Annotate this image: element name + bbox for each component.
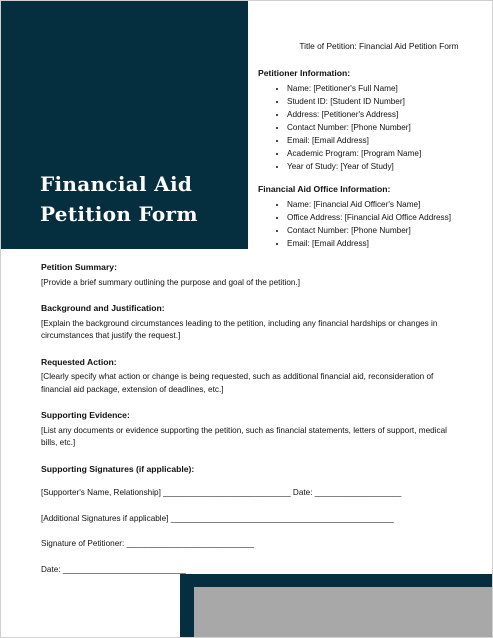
list-item: • Name: [Petitioner's Full Name] (287, 82, 490, 95)
list-item: • Academic Program: [Program Name] (287, 147, 490, 160)
office-heading: Financial Aid Office Information: (258, 184, 391, 194)
petitioner-list (258, 82, 490, 173)
signature-line: Date: ___________________________ (41, 564, 186, 574)
list-item: • Email: [Email Address] (287, 237, 490, 250)
background-text: [Explain the background circumstances leading to the petition, including any financial hardships or changes in circumstances that justify the request.] (41, 318, 438, 340)
summary-heading: Petition Summary: (41, 262, 117, 272)
list-item: • Year of Study: [Year of Study] (287, 160, 490, 173)
cover-title-line2: Petition Form (40, 202, 198, 226)
document-title: Title of Petition: Financial Aid Petition Form (299, 41, 459, 51)
signatures-section (41, 463, 451, 577)
requested-text: [Clearly specify what action or change is being requested, such as additional financial aid, reconsideration of financial aid package, extension of deadlines, etc.] (41, 372, 434, 394)
background-section (41, 302, 451, 343)
list-item: • Email: [Email Address] (287, 134, 490, 147)
office-list (258, 198, 490, 250)
requested-heading: Requested Action: (41, 356, 117, 367)
list-item: • Student ID: [Student ID Number] (287, 95, 490, 108)
list-item: • Contact Number: [Phone Number] (287, 224, 490, 237)
evidence-text: [List any documents or evidence supporting the petition, such as financial statements, letters of support, medical bills, etc.] (41, 425, 447, 447)
list-item: • Name: [Financial Aid Officer's Name] (287, 198, 490, 211)
footer-gray-block (194, 587, 492, 637)
evidence-heading: Supporting Evidence: (41, 410, 130, 420)
cover-title (40, 169, 245, 229)
signature-line: [Supporter's Name, Relationship] ____________________________ Date: ___________________ (41, 488, 402, 497)
signature-line: Signature of Petitioner: ____________________________ (41, 539, 255, 548)
list-item: • Contact Number: [Phone Number] (287, 121, 490, 134)
evidence-section (41, 409, 451, 450)
background-heading: Background and Justification: (41, 303, 165, 313)
summary-text: [Provide a brief summary outlining the purpose and goal of the petition.] (41, 277, 300, 287)
list-item: • Address: [Petitioner's Address] (287, 108, 490, 121)
cover-title-line1: Financial Aid (40, 172, 193, 196)
requested-section (41, 356, 451, 397)
signature-line: [Additional Signatures if applicable] _________________________________________________ (41, 513, 394, 523)
signatures-heading: Supporting Signatures (if applicable): (41, 463, 195, 474)
summary-section (41, 261, 451, 289)
main-body (41, 261, 451, 589)
info-column (258, 40, 490, 260)
petitioner-heading: Petitioner Information: (258, 68, 351, 78)
list-item: • Office Address: [Financial Aid Office Address] (287, 211, 490, 224)
